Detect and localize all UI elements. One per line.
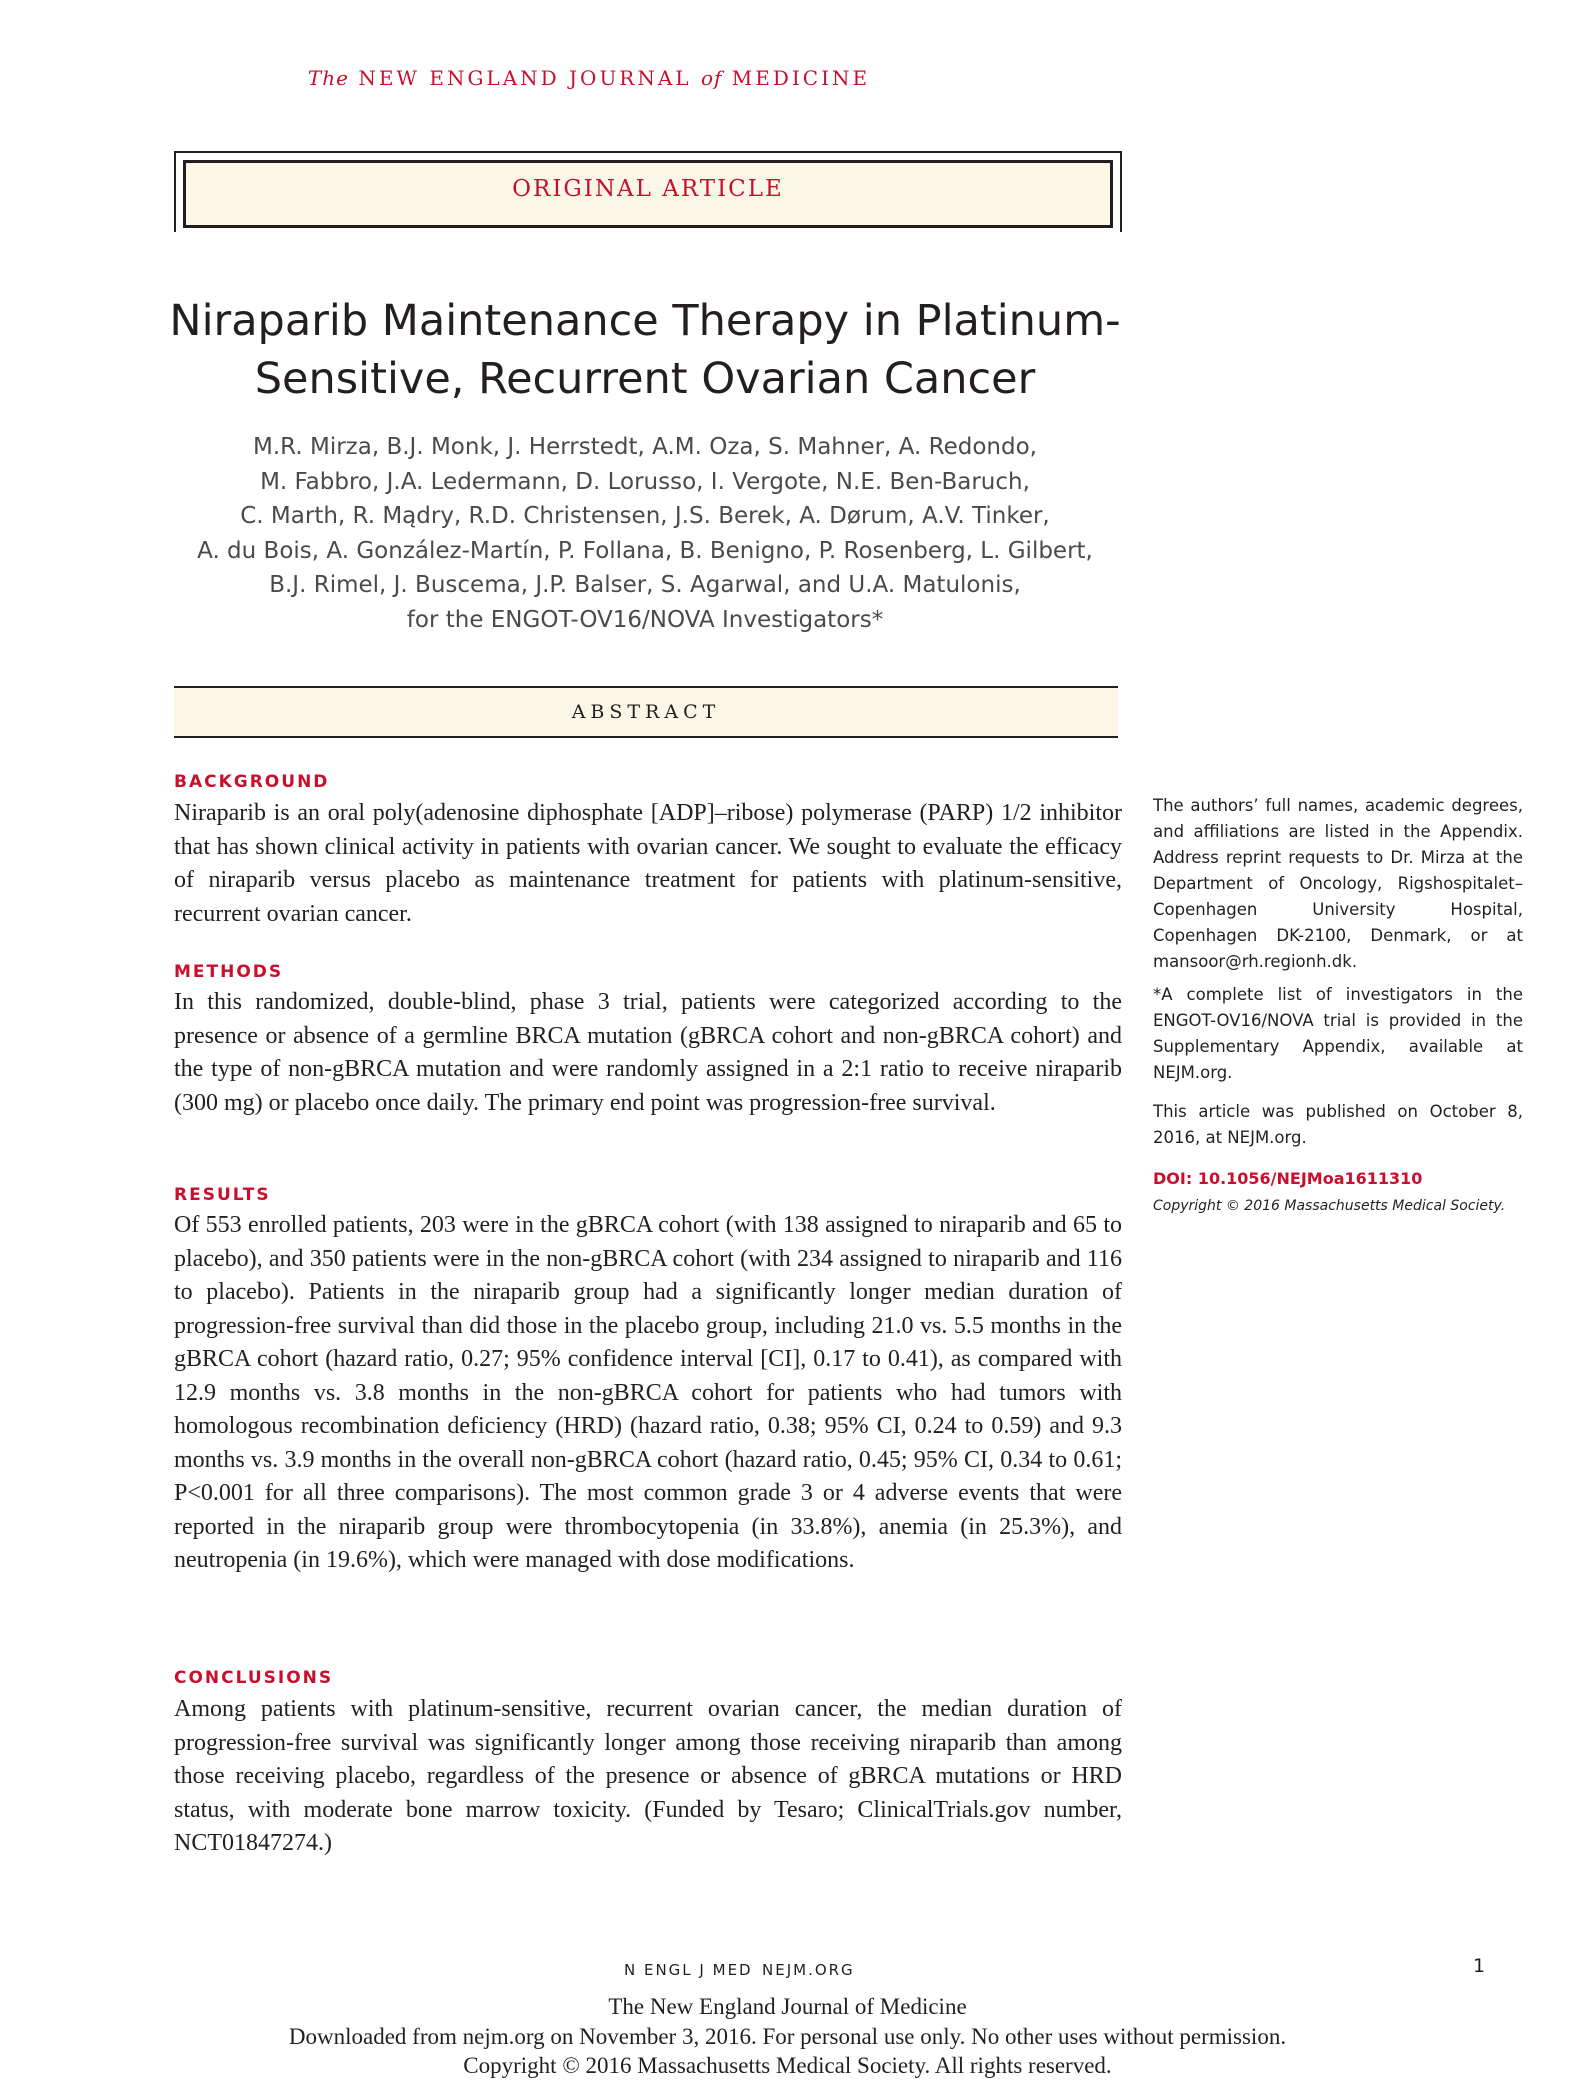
abstract-label: ABSTRACT xyxy=(571,701,721,723)
masthead-the: The xyxy=(307,66,349,90)
results-heading: RESULTS xyxy=(174,1185,271,1205)
results-text: Of 553 enrolled patients, 203 were in the gBRCA cohort (with 138 assigned to niraparib and 65 to placebo), and 350 patients were in the non-gBRCA cohort (with 234 assigned to niraparib and 116 to placebo). Patients in the niraparib group had a significantly longer median duration of progression-free survival than did those in the placebo group, including 21.0 vs. 5.5 months in the gBRCA cohort (hazard ratio, 0.27; 95% confidence interval [CI], 0.17 to 0.41), as compared with 12.9 months vs. 3.8 months in the non-gBRCA cohort for patients who had tumors with homologous recombination deficiency (HRD) (hazard ratio, 0.38; 95% CI, 0.24 to 0.59) and 9.3 months vs. 3.9 months in the overall non-gBRCA cohort (hazard ratio, 0.45; 95% CI, 0.34 to 0.61; P<0.001 for all three comparisons). The most common grade 3 or 4 adverse events that were reported in the niraparib group were thrombocytopenia (in 33.8%), anemia (in 25.3%), and neutropenia (in 19.6%), which were managed with dose modifications. xyxy=(174,1212,1122,1573)
article-title xyxy=(130,292,1160,408)
title-line-2: Sensitive, Recurrent Ovarian Cancer xyxy=(254,354,1036,404)
download-notice-terms: Downloaded from nejm.org on November 3, 2016. For personal use only. No other uses without permission. xyxy=(288,2024,1287,2049)
title-line-1: Niraparib Maintenance Therapy in Platinum- xyxy=(169,296,1121,346)
background-heading: BACKGROUND xyxy=(174,772,330,792)
investigators-note: *A complete list of investigators in the ENGOT-OV16/NOVA trial is provided in the Supplementary Appendix, available at NEJM.org. xyxy=(1153,985,1523,1082)
masthead-name1: NEW ENGLAND JOURNAL xyxy=(358,66,692,90)
download-notice-copyright: Copyright © 2016 Massachusetts Medical Society. All rights reserved. xyxy=(463,2053,1112,2078)
conclusions-heading: CONCLUSIONS xyxy=(174,1668,334,1688)
masthead-of: of xyxy=(700,66,723,90)
doi-link[interactable]: DOI: 10.1056/NEJMoa1611310 xyxy=(1153,1169,1423,1188)
author-line: C. Marth, R. Mądry, R.D. Christensen, J.S. Berek, A. Dørum, A.V. Tinker, xyxy=(240,503,1050,529)
masthead-name2: MEDICINE xyxy=(731,66,871,90)
author-list xyxy=(140,430,1150,637)
author-affiliations-note: The authors’ full names, academic degrees, and affiliations are listed in the Appendix. Address reprint requests to Dr. Mirza at the Department of Oncology, Rigshospitalet–Copenhagen University Hospital, Copenhagen DK-2100, Denmark, or at mansoor@rh.regionh.dk. xyxy=(1153,796,1523,971)
publication-note: This article was published on October 8, 2016, at NEJM.org. xyxy=(1153,1102,1523,1147)
copyright-note: Copyright © 2016 Massachusetts Medical Society. xyxy=(1153,1198,1506,1214)
abstract-header xyxy=(174,686,1118,738)
page-number: 1 xyxy=(1473,1955,1486,1977)
conclusions-text: Among patients with platinum-sensitive, recurrent ovarian cancer, the median duration of progression-free survival was significantly longer among those receiving niraparib than among those receiving placebo, regardless of the presence or absence of gBRCA mutations or HRD status, with moderate bone marrow toxicity. (Funded by Tesaro; ClinicalTrials.gov number, NCT01847274.) xyxy=(174,1696,1122,1856)
journal-citation: N ENGL J MED xyxy=(624,1961,753,1979)
download-notice-title: The New England Journal of Medicine xyxy=(608,1994,967,2019)
author-line: M. Fabbro, J.A. Ledermann, D. Lorusso, I. Vergote, N.E. Ben-Baruch, xyxy=(260,468,1030,495)
background-text: Niraparib is an oral poly(adenosine diphosphate [ADP]–ribose) polymerase (PARP) 1/2 inhibitor that has shown clinical activity in patients with ovarian cancer. We sought to evaluate the efficacy of niraparib versus placebo as maintenance treatment for patients with platinum-sensitive, recurrent ovarian cancer. xyxy=(174,800,1122,927)
journal-site[interactable]: NEJM.ORG xyxy=(762,1961,855,1979)
journal-masthead xyxy=(0,66,1178,90)
methods-heading: METHODS xyxy=(174,962,284,982)
author-line: B.J. Rimel, J. Buscema, J.P. Balser, S. Agarwal, and U.A. Matulonis, xyxy=(269,572,1021,598)
author-line: A. du Bois, A. González-Martín, P. Follana, B. Benigno, P. Rosenberg, L. Gilbert, xyxy=(197,537,1093,564)
author-line: for the ENGOT-OV16/NOVA Investigators* xyxy=(406,606,884,633)
article-type-label: ORIGINAL ARTICLE xyxy=(512,176,784,202)
methods-text: In this randomized, double-blind, phase 3 trial, patients were categorized according to the presence or absence of a germline BRCA mutation (gBRCA cohort and non-gBRCA cohort) and the type of non-gBRCA mutation and were randomly assigned in a 2:1 ratio to receive niraparib (300 mg) or placebo once daily. The primary end point was progression-free survival. xyxy=(174,989,1122,1116)
author-line: M.R. Mirza, B.J. Monk, J. Herrstedt, A.M. Oza, S. Mahner, A. Redondo, xyxy=(253,434,1037,460)
